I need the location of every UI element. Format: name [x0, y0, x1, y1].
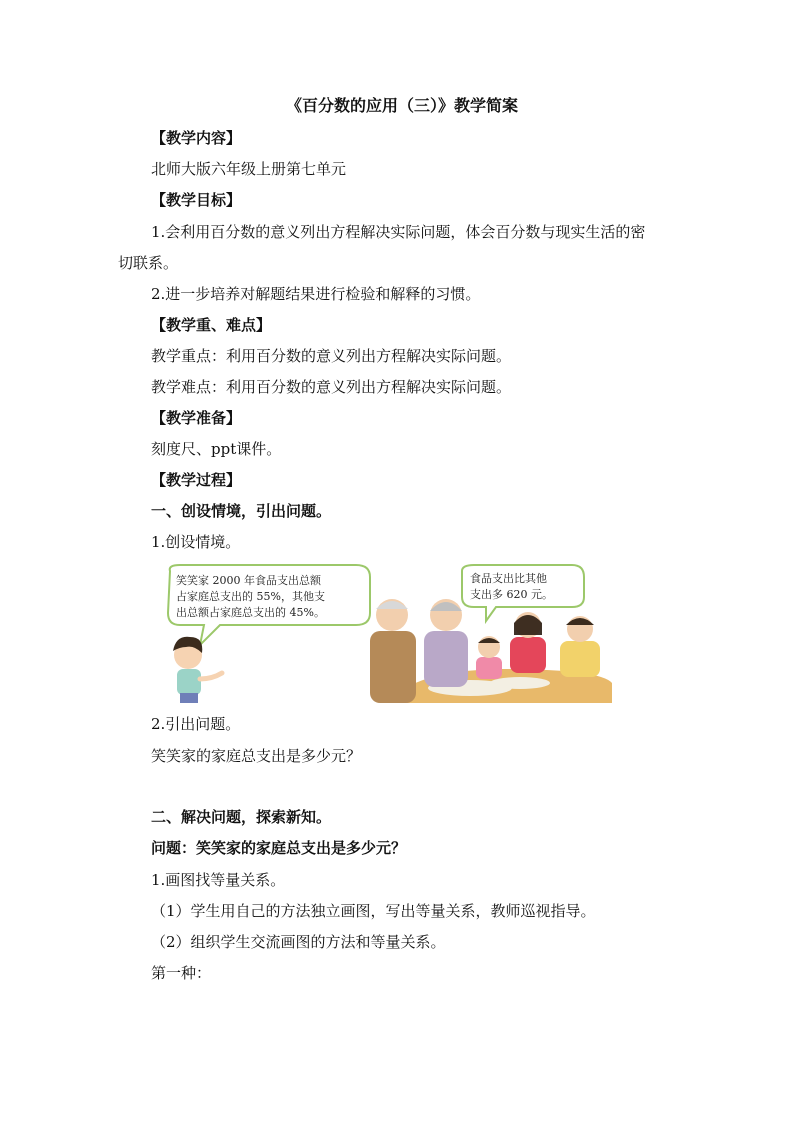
- prep-text: 刻度尺、ppt课件。: [151, 440, 282, 458]
- bubble-right-line-2: 支出多 620 元。: [470, 588, 553, 601]
- family-dumplings-illustration: [160, 563, 614, 703]
- content-text: 北师大版六年级上册第七单元: [151, 160, 347, 178]
- part2-heading: 二、解决问题，探索新知。: [151, 808, 332, 826]
- grandmother-character: [424, 599, 468, 687]
- step-3: 1.画图找等量关系。: [151, 871, 286, 889]
- keypoints-heading: 【教学重、难点】: [151, 316, 272, 334]
- sub-step-2: （2）组织学生交流画图的方法和等量关系。: [151, 933, 446, 951]
- first-kind: 第一种：: [151, 964, 212, 982]
- goal-1-line1: 1.会利用百分数的意义列出方程解决实际问题，体会百分数与现实生活的密: [151, 223, 646, 241]
- process-heading: 【教学过程】: [151, 471, 242, 489]
- bubble-left-line-3: 出总额占家庭总支出的 45%。: [176, 606, 325, 619]
- father-character: [560, 616, 600, 677]
- question-1: 笑笑家的家庭总支出是多少元？: [151, 747, 362, 765]
- goals-heading: 【教学目标】: [151, 191, 242, 209]
- bubble-right-line-1: 食品支出比其他: [470, 572, 547, 585]
- mother-character: [510, 612, 546, 673]
- bubble-left-line-1: 笑笑家 2000 年食品支出总额: [176, 574, 321, 587]
- step-1: 1.创设情境。: [151, 533, 241, 551]
- grandfather-character: [370, 599, 416, 703]
- goal-2: 2.进一步培养对解题结果进行检验和解释的习惯。: [151, 285, 481, 303]
- problem-statement: 问题：笑笑家的家庭总支出是多少元？: [151, 839, 407, 857]
- girl-character: [476, 636, 502, 679]
- document-title: 《百分数的应用（三）》教学简案: [286, 96, 519, 115]
- bubble-left-line-2: 占家庭总支出的 55%，其他支: [176, 590, 325, 603]
- prep-heading: 【教学准备】: [151, 409, 242, 427]
- content-heading: 【教学内容】: [151, 129, 242, 147]
- step-2: 2.引出问题。: [151, 715, 241, 733]
- part1-heading: 一、创设情境，引出问题。: [151, 502, 332, 520]
- key-point: 教学重点：利用百分数的意义列出方程解决实际问题。: [151, 347, 512, 365]
- goal-1-line2: 切联系。: [118, 254, 179, 272]
- boy-character: [173, 637, 222, 703]
- difficult-point: 教学难点：利用百分数的意义列出方程解决实际问题。: [151, 378, 512, 396]
- sub-step-1: （1）学生用自己的方法独立画图，写出等量关系，教师巡视指导。: [151, 902, 596, 920]
